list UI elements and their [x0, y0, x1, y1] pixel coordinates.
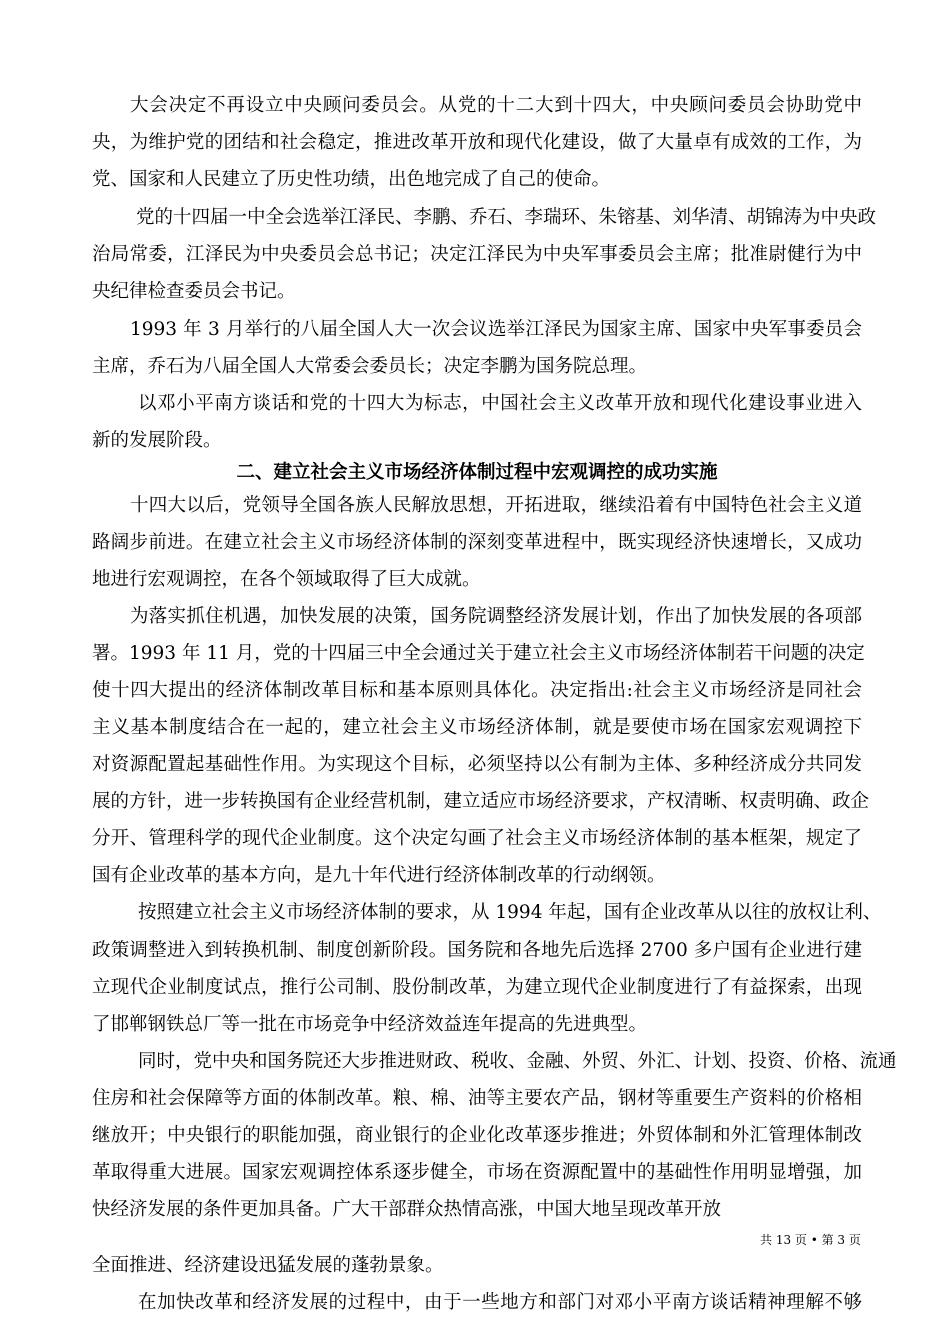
paragraph-line: 在加快改革和经济发展的过程中，由于一些地方和部门对邓小平南方谈话精神理解不够	[138, 1292, 862, 1313]
paragraph-line: 分开、管理科学的现代企业制度。这个决定勾画了社会主义市场经济体制的基本框架，规定了	[92, 828, 862, 849]
paragraph-line: 路阔步前进。在建立社会主义市场经济体制的深刻变革进程中，既实现经济快速增长，又成功	[92, 532, 862, 553]
paragraph-line: 党、国家和人民建立了历史性功绩，出色地完成了自己的使命。	[92, 169, 611, 190]
paragraph-line: 主义基本制度结合在一起的，建立社会主义市场经济体制，就是要使市场在国家宏观调控下	[92, 717, 862, 738]
paragraph-line: 快经济发展的条件更加具备。广大干部群众热情高涨，中国大地呈现改革开放	[92, 1199, 722, 1220]
paragraph-line: 大会决定不再设立中央顾问委员会。从党的十二大到十四大，中央顾问委员会协助党中	[130, 95, 862, 116]
paragraph-line: 国有企业改革的基本方向，是九十年代进行经济体制改革的行动纲领。	[92, 865, 666, 886]
paragraph-line: 1993 年 3 月举行的八届全国人大一次会议选举江泽民为国家主席、国家中央军事委员会	[130, 319, 862, 340]
paragraph-line: 展的方针，进一步转换国有企业经营机制，建立适应市场经济要求，产权清晰、权责明确、政企	[92, 791, 870, 812]
paragraph-line: 革取得重大进展。国家宏观调控体系逐步健全，市场在资源配置中的基础性作用明显增强，加	[92, 1162, 862, 1183]
paragraph-line: 全面推进、经济建设迅猛发展的蓬勃景象。	[92, 1255, 444, 1276]
paragraph-line: 了邯郸钢铁总厂等一批在市场竞争中经济效益连年提高的先进典型。	[92, 1014, 648, 1035]
paragraph-line: 同时，党中央和国务院还大步推进财政、税收、金融、外贸、外汇、计划、投资、价格、流通	[138, 1051, 897, 1072]
paragraph-line: 治局常委，江泽民为中央委员会总书记；决定江泽民为中央军事委员会主席；批准尉健行为中	[92, 244, 862, 265]
paragraph-line: 立现代企业制度试点，推行公司制、股份制改革，为建立现代企业制度进行了有益探索，出现	[92, 977, 862, 998]
page-footer: 共 13 页 • 第 3 页	[760, 1233, 861, 1247]
paragraph-line: 十四大以后，党领导全国各族人民解放思想，开拓进取，继续沿着有中国特色社会主义道	[130, 495, 862, 516]
paragraph-line: 央纪律检查委员会书记。	[92, 281, 296, 302]
paragraph-line: 地进行宏观调控，在各个领域取得了巨大成就。	[92, 569, 481, 590]
paragraph-line: 新的发展阶段。	[92, 430, 222, 451]
paragraph-line: 主席，乔石为八届全国人大常委会委员长；决定李鹏为国务院总理。	[92, 356, 648, 377]
paragraph-line: 住房和社会保障等方面的体制改革。粮、棉、油等主要农产品，钢材等重要生产资料的价格相	[92, 1088, 862, 1109]
paragraph-line: 央，为维护党的团结和社会稳定，推进改革开放和现代化建设，做了大量卓有成效的工作，为	[92, 132, 862, 153]
paragraph-line: 继放开；中央银行的职能加强，商业银行的企业化改革逐步推进；外贸体制和外汇管理体制改	[92, 1125, 862, 1146]
paragraph-line: 为落实抓住机遇，加快发展的决策，国务院调整经济发展计划，作出了加快发展的各项部	[130, 606, 862, 627]
paragraph-line: 使十四大提出的经济体制改革目标和基本原则具体化。决定指出:社会主义市场经济是同社会	[92, 680, 862, 701]
paragraph-line: 以邓小平南方谈话和党的十四大为标志，中国社会主义改革开放和现代化建设事业进入	[138, 393, 862, 414]
paragraph-line: 按照建立社会主义市场经济体制的要求，从 1994 年起，国有企业改革从以往的放权让利、	[138, 902, 882, 923]
paragraph-line: 对资源配置起基础性作用。为实现这个目标，必须坚持以公有制为主体、多种经济成分共同发	[92, 754, 862, 775]
paragraph-line: 党的十四届一中全会选举江泽民、李鹏、乔石、李瑞环、朱镕基、刘华清、胡锦涛为中央政	[136, 207, 877, 228]
paragraph-line: 署。1993 年 11 月，党的十四届三中全会通过关于建立社会主义市场经济体制若干问题的决定	[92, 643, 865, 664]
section-heading: 二、建立社会主义市场经济体制过程中宏观调控的成功实施	[236, 462, 718, 483]
paragraph-line: 政策调整进入到转换机制、制度创新阶段。国务院和各地先后选择 2700 多户国有企业进行建	[92, 940, 862, 961]
